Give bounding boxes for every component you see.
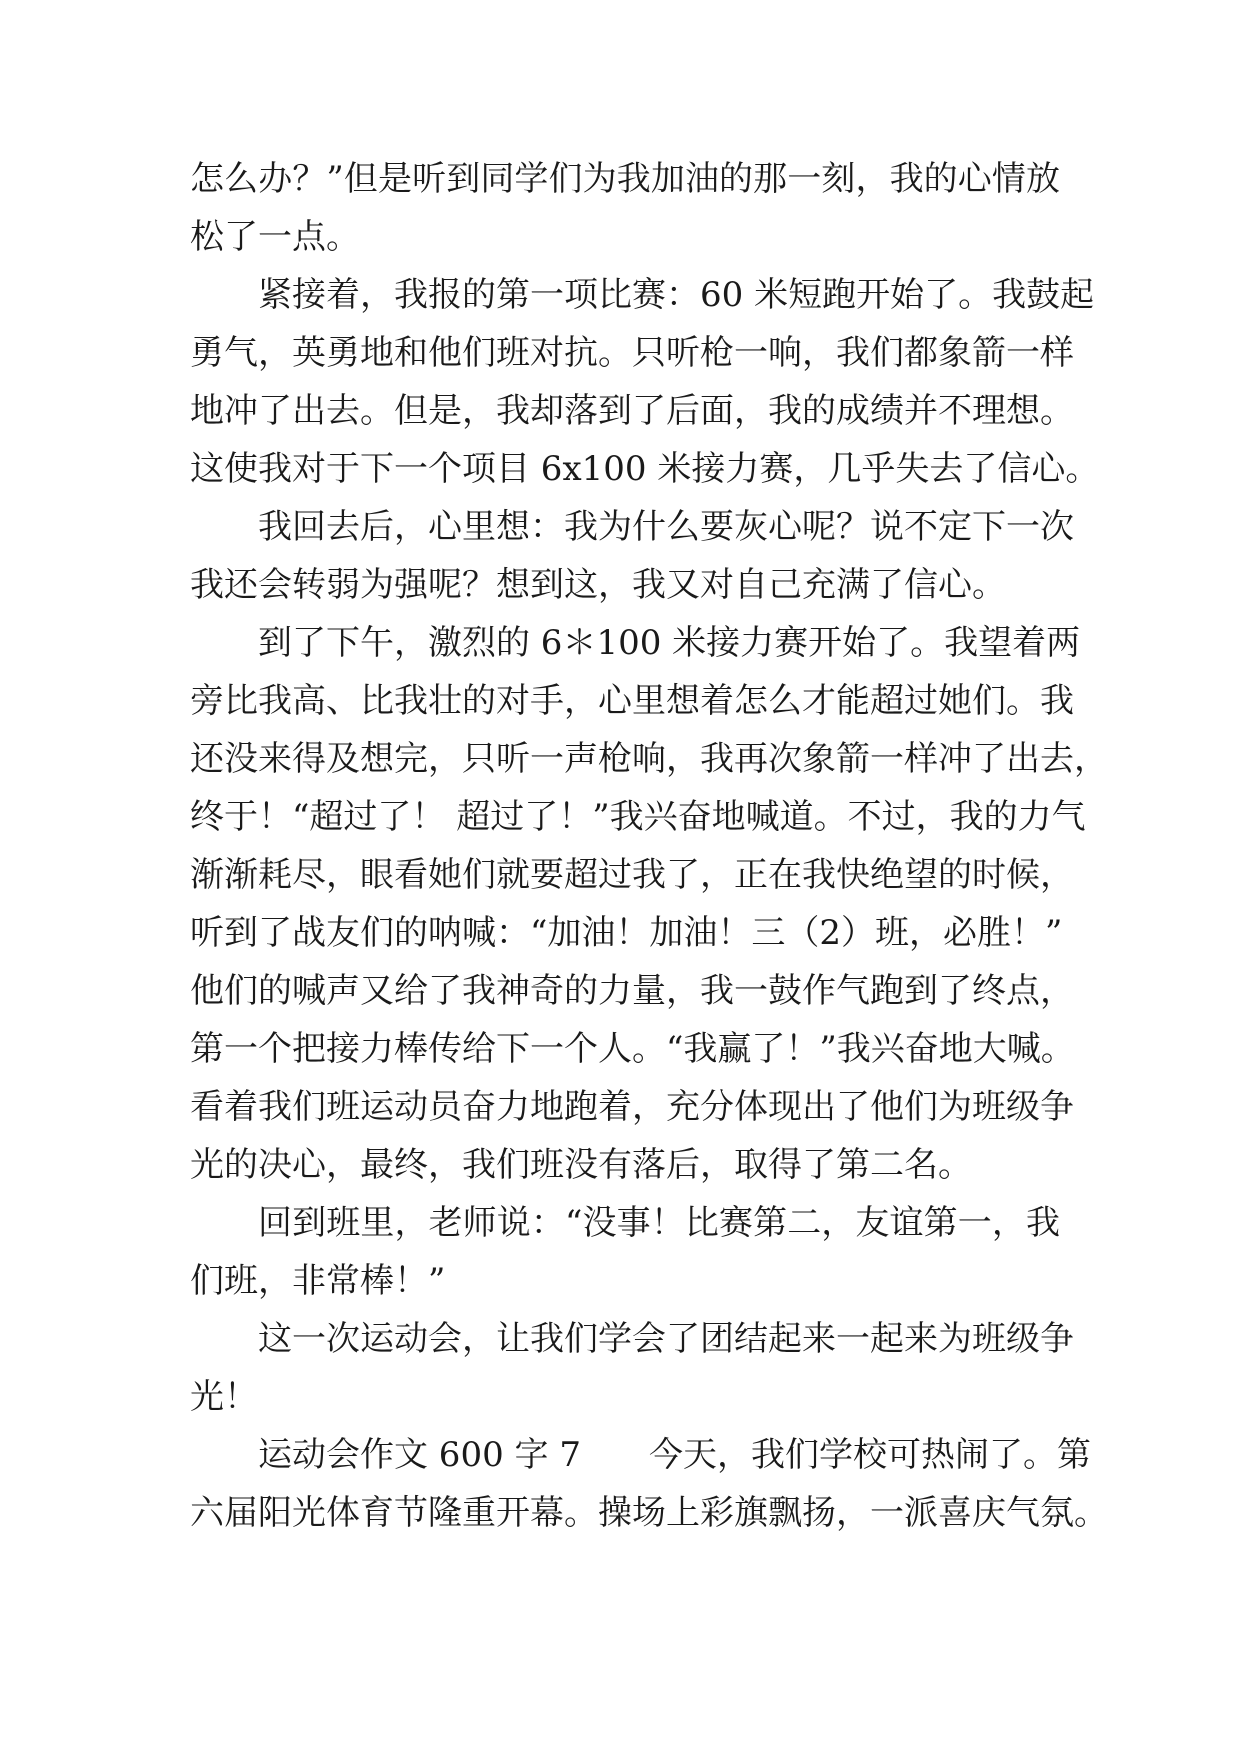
text-line: 听到了战友们的呐喊：“加油！加油！三（2）班，必胜！”	[190, 913, 1063, 953]
text-line: 六届阳光体育节隆重开幕。操场上彩旗飘扬，一派喜庆气氛。	[190, 1493, 1108, 1533]
text-line: 地冲了出去。但是，我却落到了后面，我的成绩并不理想。	[190, 391, 1074, 431]
text-line: 们班，非常棒！”	[190, 1261, 446, 1301]
paragraph-first-line: 运动会作文 600 字 7 今天，我们学校可热闹了。第	[258, 1435, 1091, 1475]
paragraph-first-line: 这一次运动会，让我们学会了团结起来一起来为班级争	[258, 1319, 1074, 1359]
text-line: 看着我们班运动员奋力地跑着，充分体现出了他们为班级争	[190, 1087, 1074, 1127]
paragraph-first-line: 我回去后，心里想：我为什么要灰心呢？说不定下一次	[258, 507, 1074, 547]
text-line: 我还会转弱为强呢？想到这，我又对自己充满了信心。	[190, 565, 1006, 605]
text-line: 渐渐耗尽，眼看她们就要超过我了，正在我快绝望的时候，	[190, 855, 1074, 895]
text-line: 光的决心，最终，我们班没有落后，取得了第二名。	[190, 1145, 972, 1185]
text-line: 勇气，英勇地和他们班对抗。只听枪一响，我们都象箭一样	[190, 333, 1074, 373]
text-line: 第一个把接力棒传给下一个人。“我赢了！”我兴奋地大喊。	[190, 1029, 1075, 1069]
text-line: 这使我对于下一个项目 6x100 米接力赛，几乎失去了信心。	[190, 449, 1100, 489]
text-line: 光！	[190, 1377, 258, 1417]
paragraph-first-line: 回到班里，老师说：“没事！比赛第二，友谊第一，我	[258, 1203, 1060, 1243]
text-line: 还没来得及想完，只听一声枪响，我再次象箭一样冲了出去，	[190, 739, 1108, 779]
text-line: 怎么办？”但是听到同学们为我加油的那一刻，我的心情放	[190, 159, 1060, 199]
text-line: 旁比我高、比我壮的对手，心里想着怎么才能超过她们。我	[190, 681, 1074, 721]
text-line: 他们的喊声又给了我神奇的力量，我一鼓作气跑到了终点，	[190, 971, 1074, 1011]
text-line: 终于！“超过了！ 超过了！”我兴奋地喊道。不过，我的力气	[190, 797, 1086, 837]
paragraph-first-line: 紧接着，我报的第一项比赛：60 米短跑开始了。我鼓起	[258, 275, 1095, 315]
paragraph-first-line: 到了下午，激烈的 6＊100 米接力赛开始了。我望着两	[258, 623, 1081, 663]
text-line: 松了一点。	[190, 217, 360, 257]
